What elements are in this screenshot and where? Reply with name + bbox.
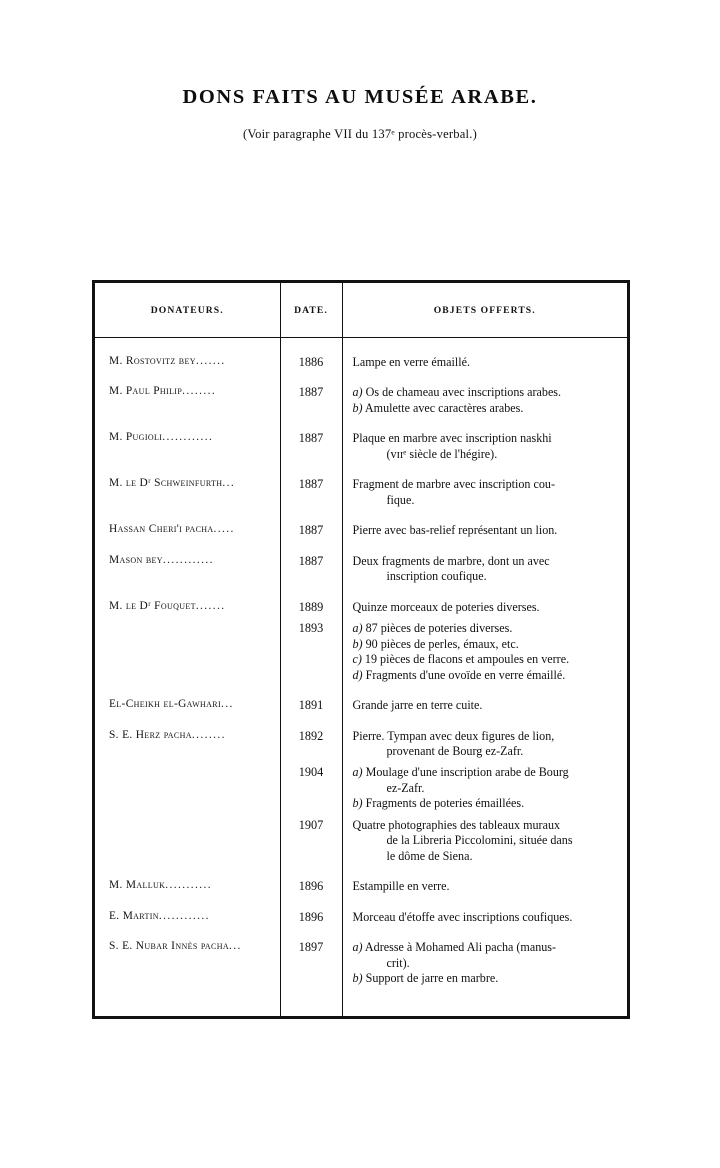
table-body [95, 338, 627, 1016]
donations-table [95, 283, 627, 1016]
date-value: 1893 [298, 621, 324, 636]
date-cell [280, 618, 342, 686]
donor-cell [95, 815, 280, 867]
gap-cell [342, 511, 627, 520]
donor-name: El-Cheikh el-Gawhari... [109, 698, 234, 711]
gap-cell [342, 419, 627, 428]
date-value: 1887 [298, 523, 324, 538]
gap-cell [95, 511, 280, 520]
gap-cell [280, 373, 342, 382]
donor-cell [95, 597, 280, 618]
date-cell [280, 876, 342, 897]
date-value: 1896 [298, 879, 324, 894]
object-description [343, 618, 628, 686]
object-description [343, 762, 628, 814]
gap-cell [95, 465, 280, 474]
object-cell [342, 474, 627, 511]
gap-cell [342, 898, 627, 907]
object-line: c) 19 pièces de flacons et ampoules en verre. [352, 652, 570, 667]
date-cell [280, 428, 342, 465]
object-cell [342, 382, 627, 419]
row-gap [95, 542, 627, 551]
donor-cell [95, 382, 280, 419]
date-cell [280, 382, 342, 419]
object-cell [342, 876, 627, 897]
donor-name: M. Malluk........... [109, 879, 212, 892]
donor-name: S. E. Herz pacha........ [109, 728, 226, 741]
gap-cell [280, 928, 342, 937]
donor-name: M. le Dʳ Fouquet....... [109, 599, 226, 612]
gap-cell [342, 928, 627, 937]
object-line: Pierre avec bas-relief représentant un lion. [352, 523, 558, 538]
object-line: a) Moulage d'une inscription arabe de Bourg [352, 765, 569, 780]
date-cell [280, 726, 342, 763]
table-row [95, 520, 627, 541]
object-line: b) 90 pièces de perles, émaux, etc. [352, 636, 519, 651]
object-cell [342, 428, 627, 465]
gap-cell [95, 686, 280, 695]
object-line: Pierre. Tympan avec deux figures de lion, [352, 728, 555, 743]
object-cell [342, 618, 627, 686]
gap-cell [95, 867, 280, 876]
date-value: 1907 [298, 817, 324, 832]
date-value: 1897 [298, 940, 324, 955]
object-line: Grande jarre en terre cuite. [352, 698, 483, 713]
object-line: provenant de Bourg ez-Zafr. [386, 743, 524, 758]
table-header [95, 283, 627, 338]
gap-cell [280, 511, 342, 520]
spacer-cell [95, 338, 280, 353]
date-cell [280, 352, 342, 373]
donor-cell [95, 876, 280, 897]
gap-cell [95, 717, 280, 726]
object-line: a) Os de chameau avec inscriptions arabes. [352, 385, 562, 400]
gap-cell [280, 898, 342, 907]
row-gap [95, 465, 627, 474]
table-header-row [95, 283, 627, 338]
date-cell [280, 597, 342, 618]
table-row [95, 937, 627, 989]
object-line: (vɪɪᵉ siècle de l'hégire). [386, 446, 498, 461]
table-row [95, 815, 627, 867]
table-row [95, 762, 627, 814]
donor-cell [95, 762, 280, 814]
object-cell [342, 352, 627, 373]
row-gap [95, 588, 627, 597]
date-value: 1889 [298, 599, 324, 614]
row-gap [95, 867, 627, 876]
table-spacer-row [95, 338, 627, 353]
object-cell [342, 551, 627, 588]
object-cell [342, 937, 627, 989]
date-value: 1891 [298, 698, 324, 713]
object-line: d) Fragments d'une ovoïde en verre émaillé. [352, 667, 566, 682]
row-gap [95, 928, 627, 937]
object-cell [342, 762, 627, 814]
object-line: Deux fragments de marbre, dont un avec [352, 553, 550, 568]
object-description [343, 352, 628, 373]
object-description [343, 597, 628, 618]
date-value: 1886 [298, 355, 324, 369]
object-cell [342, 815, 627, 867]
donor-name: Hassan Cheri'i pacha..... [109, 523, 235, 536]
date-cell [280, 695, 342, 716]
donor-cell [95, 907, 280, 928]
table-row [95, 474, 627, 511]
gap-cell [280, 686, 342, 695]
gap-cell [280, 465, 342, 474]
tail-cell [95, 990, 280, 1016]
table-row [95, 618, 627, 686]
object-line: a) Adresse à Mohamed Ali pacha (manus- [352, 940, 557, 955]
donor-cell [95, 474, 280, 511]
row-gap [95, 373, 627, 382]
column-header-objects: OBJETS OFFERTS. [342, 283, 627, 338]
donor-name: M. Rostovitz bey....... [109, 355, 226, 367]
object-line: a) 87 pièces de poteries diverses. [352, 621, 513, 636]
object-description [343, 815, 628, 867]
donor-cell [95, 695, 280, 716]
donor-name: Mason bey............ [109, 553, 214, 566]
table-tail-row [95, 990, 627, 1016]
object-line: Quinze morceaux de poteries diverses. [352, 599, 540, 614]
object-cell [342, 695, 627, 716]
row-gap [95, 898, 627, 907]
date-value: 1896 [298, 909, 324, 924]
gap-cell [95, 542, 280, 551]
gap-cell [95, 373, 280, 382]
column-header-date: DATE. [280, 283, 342, 338]
donor-name: M. le Dʳ Schweinfurth... [109, 477, 236, 490]
table-row [95, 551, 627, 588]
object-description [343, 876, 628, 897]
object-line: de la Libreria Piccolomini, située dans [386, 833, 573, 848]
object-line: fique. [386, 492, 415, 507]
object-line: le dôme de Siena. [386, 848, 473, 863]
date-cell [280, 474, 342, 511]
object-cell [342, 597, 627, 618]
object-line: Lampe en verre émaillé. [352, 355, 471, 369]
date-value: 1887 [298, 431, 324, 446]
gap-cell [342, 542, 627, 551]
gap-cell [95, 588, 280, 597]
donor-cell [95, 428, 280, 465]
table-row [95, 876, 627, 897]
table-row [95, 382, 627, 419]
object-line: ez-Zafr. [386, 780, 425, 795]
object-line: b) Fragments de poteries émaillées. [352, 796, 525, 811]
table-row [95, 695, 627, 716]
donations-table-container [92, 280, 630, 1019]
date-value: 1904 [298, 765, 324, 780]
object-line: crit). [386, 955, 410, 970]
table-row [95, 352, 627, 373]
donor-cell [95, 937, 280, 989]
date-cell [280, 762, 342, 814]
object-line: Morceau d'étoffe avec inscriptions coufiques. [352, 909, 573, 924]
spacer-cell [342, 338, 627, 353]
date-cell [280, 815, 342, 867]
date-value: 1887 [298, 385, 324, 400]
date-value: 1887 [298, 477, 324, 492]
spacer-cell [280, 338, 342, 353]
date-value: 1892 [298, 728, 324, 743]
gap-cell [342, 717, 627, 726]
gap-cell [95, 419, 280, 428]
object-description [343, 428, 628, 465]
gap-cell [342, 588, 627, 597]
object-cell [342, 520, 627, 541]
gap-cell [342, 867, 627, 876]
object-line: Quatre photographies des tableaux muraux [352, 817, 561, 832]
date-cell [280, 907, 342, 928]
gap-cell [95, 928, 280, 937]
row-gap [95, 511, 627, 520]
table-row [95, 907, 627, 928]
object-description [343, 907, 628, 928]
donor-cell [95, 726, 280, 763]
date-value: 1887 [298, 553, 324, 568]
gap-cell [280, 867, 342, 876]
gap-cell [280, 588, 342, 597]
object-description [343, 726, 628, 763]
object-line: Estampille en verre. [352, 879, 450, 894]
gap-cell [342, 686, 627, 695]
object-description [343, 937, 628, 989]
donor-name: M. Pugioli............ [109, 431, 214, 444]
page-subtitle: (Voir paragraphe VII du 137ᵉ procès-verbal.) [243, 127, 477, 141]
object-line: Plaque en marbre avec inscription naskhi [352, 431, 552, 446]
object-line: inscription coufique. [386, 569, 487, 584]
donor-cell [95, 352, 280, 373]
table-row [95, 597, 627, 618]
table-row [95, 428, 627, 465]
gap-cell [342, 373, 627, 382]
donor-cell [95, 520, 280, 541]
table-row [95, 726, 627, 763]
row-gap [95, 419, 627, 428]
object-line: b) Amulette avec caractères arabes. [352, 400, 524, 415]
donor-cell [95, 551, 280, 588]
donor-name: S. E. Nubar Innès pacha... [109, 940, 242, 953]
object-cell [342, 726, 627, 763]
object-line: Fragment de marbre avec inscription cou- [352, 477, 555, 492]
donor-name: M. Paul Philip........ [109, 385, 217, 398]
tail-cell [342, 990, 627, 1016]
gap-cell [280, 717, 342, 726]
object-description [343, 520, 628, 541]
object-description [343, 382, 628, 419]
gap-cell [342, 465, 627, 474]
gap-cell [280, 419, 342, 428]
column-header-donors: DONATEURS. [95, 283, 280, 338]
tail-cell [280, 990, 342, 1016]
row-gap [95, 717, 627, 726]
object-description [343, 474, 628, 511]
donor-name: E. Martin............ [109, 909, 210, 922]
page-title: DONS FAITS AU MUSÉE ARABE. [182, 86, 538, 108]
row-gap [95, 686, 627, 695]
object-description [343, 695, 628, 716]
object-cell [342, 907, 627, 928]
donor-cell [95, 618, 280, 686]
date-cell [280, 520, 342, 541]
date-cell [280, 551, 342, 588]
object-line: b) Support de jarre en marbre. [352, 971, 499, 986]
document-page [0, 86, 720, 1168]
gap-cell [280, 542, 342, 551]
gap-cell [95, 898, 280, 907]
object-description [343, 551, 628, 588]
date-cell [280, 937, 342, 989]
